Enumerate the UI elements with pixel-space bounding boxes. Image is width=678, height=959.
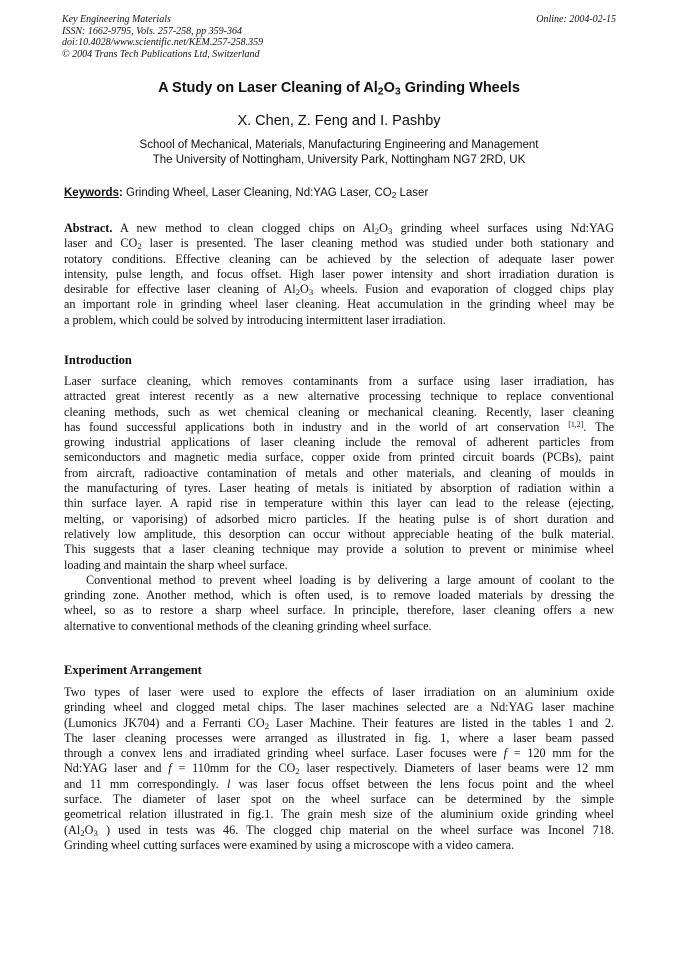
abstract: Abstract. A new method to clean clogged chips on $Al_2O_3$ grinding wheel surfaces using Nd:YAG laser and $CO_2$ laser is presented. The laser cleaning method was studied under both stationary and rotatory conditions. Effective cleaning can be achieved by the selection of adequate laser power intensity, pulse length, and focus offset. High laser power intensity and short irradiation duration is desirable for effective laser cleaning of $Al_2O_3$ wheels. Fusion and evaporation of clogged chips play an important role in grinding wheel laser cleaning. Heat accumulation in the grinding wheel may be a problem, which could be solved by introducing intermittent laser irradiation. [64, 221, 615, 327]
experiment-heading: Experiment Arrangement [64, 663, 202, 677]
citation: [1,2] [568, 419, 584, 429]
abstract-label: Abstract. [64, 221, 113, 235]
affiliation [62, 138, 616, 167]
journal-name: Key Engineering Materials [62, 14, 171, 25]
issn-line: ISSN: 1662-9795, Vols. 257-258, pp 359-364 [62, 25, 242, 37]
doi-line: doi:10.4028/www.scientific.net/KEM.257-258.359 [62, 37, 264, 48]
paper-title: A Study on Laser Cleaning of $Al_2O_3$ Grinding Wheels [158, 80, 520, 98]
affiliation-line-2: The University of Nottingham, University Park, Nottingham NG7 2RD, UK [152, 153, 526, 166]
copyright-line: © 2004 Trans Tech Publications Ltd, Switzerland [62, 48, 260, 60]
affiliation-line-1: School of Mechanical, Materials, Manufacturing Engineering and Management [139, 139, 539, 151]
keywords: Keywords: Grinding Wheel, Laser Cleaning, Nd:YAG Laser, $CO_2$ Laser [64, 187, 429, 201]
authors: X. Chen, Z. Feng and I. Pashby [237, 113, 441, 129]
online-date: Online: 2004-02-15 [536, 14, 616, 25]
journal-header [62, 14, 616, 60]
introduction-body: Laser surface cleaning, which removes contaminants from a surface using laser irradiation, has attracted great interest recently as a new alternative processing technique to replace conventional cleaning methods, such as wet chemical cleaning or mechanical cleaning. Recently, laser cleaning has found successful applications both in industry and in the world of art conservation [1,2]. The growing industrial applications of laser cleaning include the removal of adherent particles from semiconductors and magnetic media surface, copper oxide from printed circuit boards (PCBs), paint from aircraft, radioactive contamination of metals and other materials, and cleaning of moulds in the manufacturing of tyres. Laser heating of metals is initiated by absorption of radiation within a thin surface layer. A rapid rise in temperature within this layer can lead to the release (ejecting, melting, or vaporising) of adsorbed micro particles. If the heating pulse is of short duration and relatively low amplitude, this desorption can occur without appreciable heating of the bulk material. This suggests that a laser cleaning technique may provide a solution to prevent or minimise wheel loading and maintain the sharp wheel surface. Conventional method to prevent wheel loading is by delivering a large amount of coolant to the grinding zone. Another method, which is often used, is to remove loaded materials by dressing the wheel, so as to restore a sharp wheel surface. In principle, therefore, laser cleaning offers a new alternative to conventional methods of the cleaning grinding wheel surface. [64, 374, 614, 633]
introduction-heading: Introduction [64, 353, 132, 367]
experiment-body: Two types of laser were used to explore the effects of laser irradiation on an aluminium oxide grinding wheel and clogged metal chips. The laser machines selected are a Nd:YAG laser machine (Lumonics JK704) and a Ferranti $CO_2$ Laser Machine. Their features are listed in the tables 1 and 2. The laser cleaning processes were arranged as illustrated in fig. 1, where a laser beam passed through a convex lens and irradiated grinding wheel surface. Laser focuses were f = 120 mm for the Nd:YAG laser and f = 110mm for the $CO_2$ laser respectively. Diameters of laser beams were 12 mm and 11 mm correspondingly. l was laser focus offset between the lens focus point and the wheel surface. The diameter of laser spot on the wheel surface can be determined by the simple geometrical relation illustrated in fig.1. The grain mesh size of the aluminium oxide grinding wheel ($Al_2O_3$ ) used in tests was 46. The clogged chip material on the wheel surface was Inconel 718. Grinding wheel cutting surfaces were examined by using a microscope with a video camera. [64, 685, 615, 852]
keywords-label: Keywords [64, 187, 119, 199]
